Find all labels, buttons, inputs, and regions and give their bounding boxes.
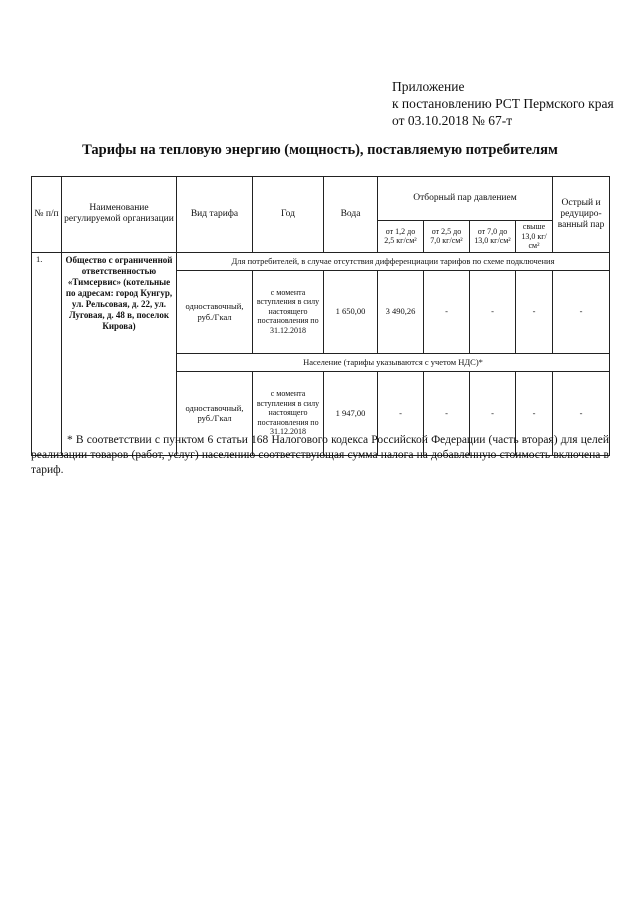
- sharp-steam-1: -: [553, 270, 610, 353]
- steam-2-1: -: [378, 371, 424, 455]
- year-2: с момента вступления в силу настоящего постановления по 31.12.2018: [253, 371, 324, 455]
- water-2: 1 947,00: [324, 371, 378, 455]
- tariff-type-1: одноставочный, руб./Гкал: [177, 270, 253, 353]
- org-name: Общество с ограниченной ответственностью «Тимсервис» (котельные по адресам: город Кунгур, ул. Рельсовая, д. 22, ул. Луговая, д. 48 в, поселок Кирова): [62, 252, 177, 455]
- sharp-steam-2: -: [553, 371, 610, 455]
- steam-2-4: -: [516, 371, 553, 455]
- header-steam-4: свыше 13,0 кг/см²: [516, 221, 553, 253]
- year-1: с момента вступления в силу настоящего постановления по 31.12.2018: [253, 270, 324, 353]
- tariff-type-2: одноставочный, руб./Гкал: [177, 371, 253, 455]
- steam-1-4: -: [516, 270, 553, 353]
- row-num: 1.: [32, 252, 62, 455]
- header-org: Наименование регулируемой организации: [62, 177, 177, 253]
- steam-1-2: -: [424, 270, 470, 353]
- header-year: Год: [253, 177, 324, 253]
- section-caption-1: Для потребителей, в случае отсутствия дифференциации тарифов по схеме подключения: [177, 252, 610, 270]
- section-row-1: [32, 252, 610, 270]
- footnote: * В соответствии с пунктом 6 статьи 168 Налогового кодекса Российской Федерации (часть вторая) для целей реализации товаров (работ, услуг) населению соответствующая сумма налога на добавленную стоимость включена в тариф.: [31, 434, 609, 476]
- header-steam-3: от 7,0 до 13,0 кг/см²: [470, 221, 516, 253]
- section-caption-2: Население (тарифы указываются с учетом НДС)*: [177, 353, 610, 371]
- steam-1-1: 3 490,26: [378, 270, 424, 353]
- water-1: 1 650,00: [324, 270, 378, 353]
- steam-2-2: -: [424, 371, 470, 455]
- appendix-line-3: от 03.10.2018 № 67-т: [392, 113, 513, 128]
- header-row: [32, 177, 610, 221]
- steam-2-3: -: [470, 371, 516, 455]
- header-steam: Отборный пар давлением: [378, 177, 553, 221]
- header-tariff-type: Вид тарифа: [177, 177, 253, 253]
- appendix-line-2: к постановлению РСТ Пермского края: [392, 96, 614, 111]
- appendix-block: [392, 78, 614, 129]
- header-water: Вода: [324, 177, 378, 253]
- header-steam-1: от 1,2 до 2,5 кг/см²: [378, 221, 424, 253]
- steam-1-3: -: [470, 270, 516, 353]
- header-num: № п/п: [32, 177, 62, 253]
- tariffs-table: [31, 176, 610, 456]
- header-sharp-steam: Острый и редуциро-ванный пар: [553, 177, 610, 253]
- appendix-line-1: Приложение: [392, 79, 465, 94]
- header-steam-2: от 2,5 до 7,0 кг/см²: [424, 221, 470, 253]
- document-title: Тарифы на тепловую энергию (мощность), поставляемую потребителям: [82, 142, 558, 158]
